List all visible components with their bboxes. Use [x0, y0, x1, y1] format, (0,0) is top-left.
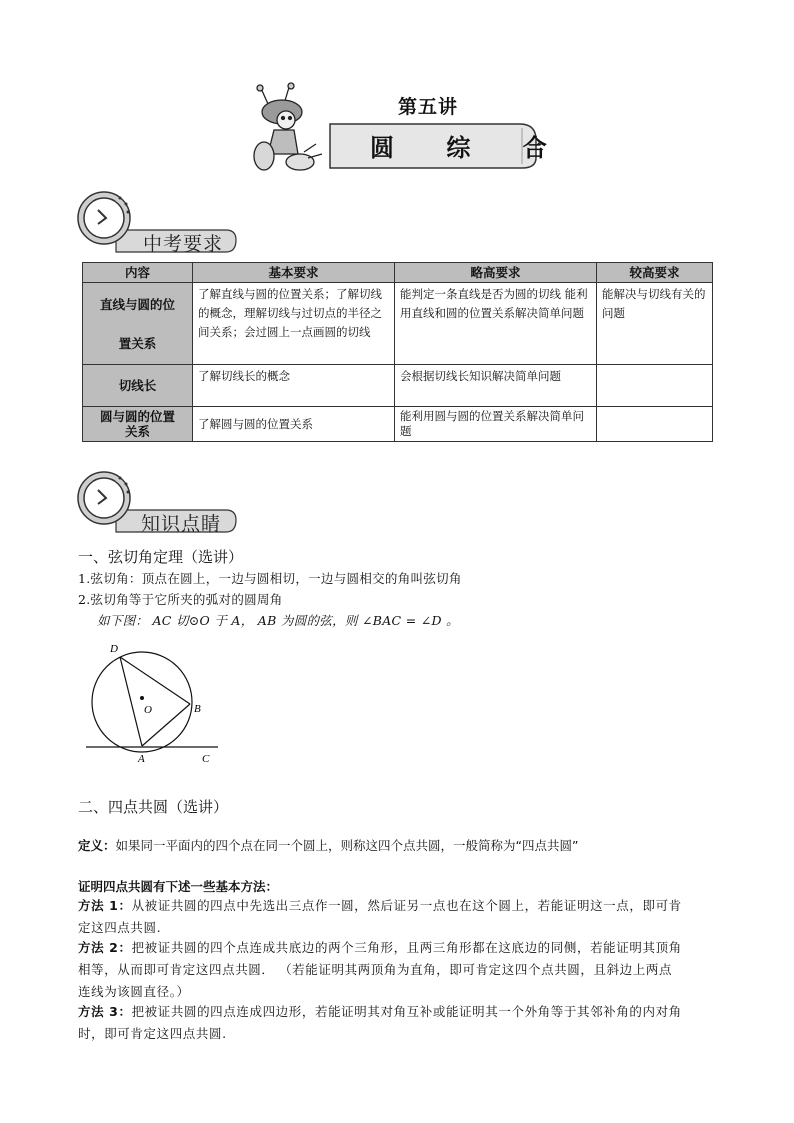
column-header: 基本要求	[193, 263, 395, 283]
method-text: 把被证共圆的四点连成四边形，若能证明其对角互补或能证明其一个外角等于其邻补角的内对角	[131, 1004, 682, 1019]
column-header: 较高要求	[597, 263, 713, 283]
method-text: 从被证共圆的四点中先选出三点作一圆，然后证另一点也在这个圆上，若能证明这一点，即可肯	[131, 898, 682, 913]
definition-paragraph	[78, 836, 578, 854]
table-cell	[597, 365, 713, 407]
circle-o	[92, 652, 192, 752]
row-header-line: 切线长	[118, 378, 157, 393]
knowledge-badge-label: 知识点睛	[141, 513, 222, 535]
method-1	[78, 895, 728, 939]
table-row	[83, 365, 713, 407]
label-a: A	[138, 753, 145, 765]
definition-item: 1.弦切角：顶点在圆上，一边与圆相切，一边与圆相交的角叫弦切角	[78, 571, 462, 586]
row-header-cell	[83, 283, 193, 365]
method-3	[78, 1001, 728, 1045]
method-text: 定这四点共圆.	[78, 920, 162, 935]
label-d: D	[110, 643, 118, 655]
table-header-row	[83, 263, 713, 283]
table-cell: 了解切线长的概念	[193, 365, 395, 407]
definition-text: 如果同一平面内的四个点在同一个圆上，则称这四个点共圆，一般简称为“四点共圆”	[115, 838, 579, 853]
methods-intro: 证明四点共圆有下述一些基本方法：	[78, 879, 279, 894]
row-header-line: 直线与圆的位	[99, 296, 175, 312]
table-cell: 会根据切线长知识解决简单问题	[395, 365, 597, 407]
label-o: O	[144, 704, 152, 716]
method-text: 相等，从而即可肯定这四点共圆． （若能证明其两顶角为直角，即可肯定这四个点共圆，且斜边上两点	[78, 962, 673, 977]
section-heading-concyclic: 二、四点共圆（选讲）	[78, 798, 229, 816]
table-cell: 了解直线与圆的位置关系；了解切线的概念，理解切线与过切点的半径之间关系；会过圆上一点画圆的切线	[193, 283, 395, 365]
section-heading-tangent-chord: 一、弦切角定理（选讲）	[78, 548, 244, 566]
theorem-item: 2.弦切角等于它所夹的弧对的圆周角	[78, 592, 283, 607]
row-header-line: 置关系	[118, 335, 157, 351]
row-header-line: 关系	[124, 424, 150, 439]
lecture-number: 第五讲	[398, 96, 459, 118]
row-header-cell	[83, 365, 193, 407]
definition-label: 定义：	[78, 838, 116, 853]
page-title: 圆 综 合	[370, 133, 569, 162]
label-c: C	[202, 753, 210, 765]
table-row	[83, 407, 713, 442]
chord-ad	[120, 657, 142, 746]
table-cell	[597, 407, 713, 442]
table-cell: 能判定一条直线是否为圆的切线 能利用直线和圆的位置关系解决简单问题	[395, 283, 597, 365]
method-2	[78, 937, 728, 1003]
table-cell: 了解圆与圆的位置关系	[193, 407, 395, 442]
table-row	[83, 283, 713, 365]
method-label: 方法 1：	[78, 898, 132, 913]
method-text: 时，即可肯定这四点共圆.	[78, 1026, 227, 1041]
row-header-cell	[83, 407, 193, 442]
column-header: 略高要求	[395, 263, 597, 283]
center-point	[140, 696, 144, 700]
tangent-chord-diagram	[78, 638, 228, 768]
method-label: 方法 3：	[78, 1004, 132, 1019]
requirements-table	[82, 262, 713, 442]
label-b: B	[194, 703, 201, 715]
method-label: 方法 2：	[78, 940, 132, 955]
cartoon-character-icon	[254, 83, 322, 170]
row-header-line: 圆与圆的位置	[99, 409, 175, 424]
table-cell: 能解决与切线有关的问题	[597, 283, 713, 365]
column-header: 内容	[83, 263, 193, 283]
table-cell: 能利用圆与圆的位置关系解决简单问题	[395, 407, 597, 442]
requirements-badge-label: 中考要求	[143, 233, 224, 255]
example-text: 如下图： AC 切⊙O 于 A， AB 为圆的弦，则 ∠BAC = ∠D 。	[97, 613, 459, 628]
chord-db	[120, 657, 190, 704]
method-text: 连线为该圆直径。）	[78, 984, 190, 999]
method-text: 把被证共圆的四个点连成共底边的两个三角形，且两三角形都在这底边的同侧，若能证明其顶角	[131, 940, 682, 955]
